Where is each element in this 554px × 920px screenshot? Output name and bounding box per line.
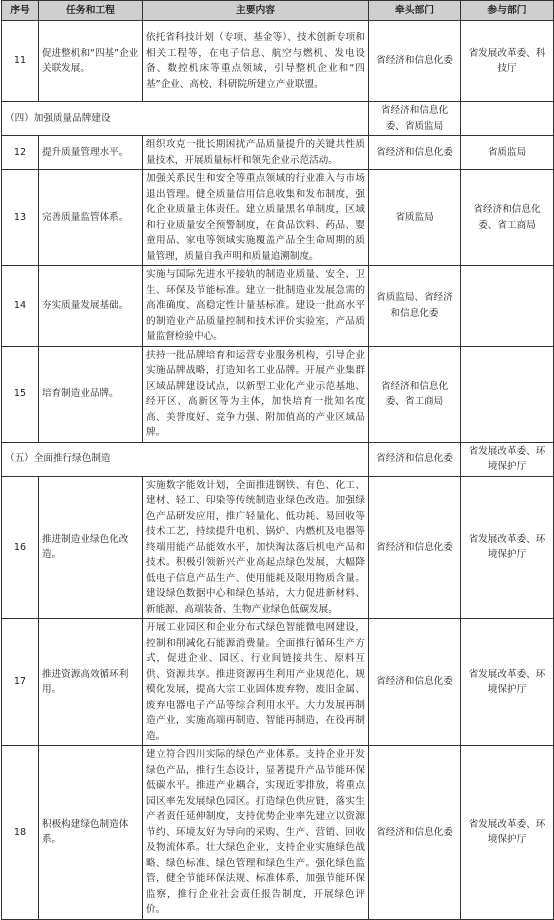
table-row	[2, 746, 554, 920]
participating-departments: 省经济和信息化委、省工商局	[461, 170, 554, 266]
task-name: 培育制造业品牌。	[39, 346, 143, 442]
task-name: 完善质量监管体系。	[39, 170, 143, 266]
participating-departments: 省发展改革委、环境保护厅	[461, 442, 554, 476]
lead-department: 省经济和信息化委	[369, 21, 461, 102]
header-task: 任务和工程	[39, 1, 143, 21]
section-row	[2, 102, 554, 136]
task-name: 推进资源高效循环利用。	[39, 619, 143, 746]
row-number: 16	[2, 476, 39, 619]
participating-departments: 省发展改革委、环境保护厅	[461, 476, 554, 619]
task-content: 开展工业园区和企业分布式绿色智能微电网建设，控制和削减化石能源消费量。全面推行循环生产方式，促进企业、园区、行业间链接共生、原料互供、资源共享。推进资源再生利用产业规范化、规模化发展，提高大宗工业固体废弃物、废旧金属、废弃电器电子产品等综合利用水平。大力发展再制造产业，实施高端再制造、智能再制造，在役再制造。	[143, 619, 369, 746]
header-row	[2, 1, 554, 21]
table-row	[2, 346, 554, 442]
row-number: 14	[2, 266, 39, 347]
table-row	[2, 21, 554, 102]
row-number: 11	[2, 21, 39, 102]
lead-department: 省经济和信息化委	[369, 619, 461, 746]
section-title: （四）加强质量品牌建设	[2, 102, 369, 136]
participating-departments	[461, 346, 554, 442]
lead-department: 省经济和信息化委	[369, 746, 461, 920]
row-number: 17	[2, 619, 39, 746]
section-title: （五）全面推行绿色制造	[2, 442, 369, 476]
table-row	[2, 476, 554, 619]
participating-departments	[461, 266, 554, 347]
header-lead: 牵头部门	[369, 1, 461, 21]
lead-department: 省经济和信息化委	[369, 136, 461, 170]
task-name: 夯实质量发展基础。	[39, 266, 143, 347]
task-name: 推进制造业绿色化改造。	[39, 476, 143, 619]
table-row	[2, 136, 554, 170]
lead-department: 省质监局、省经济和信息化委	[369, 266, 461, 347]
task-content: 扶持一批品牌培育和运营专业服务机构，引导企业实施品牌战略，打造知名工业品牌。开展产业集群区域品牌建设试点，以新型工业化产业示范基地、经开区、高新区等为主体，加快培育一批知名度高、美誉度好、竞争力强、附加值高的产业区域品牌。	[143, 346, 369, 442]
table-row	[2, 266, 554, 347]
task-content: 实施与国际先进水平接轨的制造业质量、安全、卫生、环保及节能标准。建立一批制造业发展急需的高准确度、高稳定性计量基标准。建设一批高水平的制造业产品质量控制和技术评价实验室，产品质量监督检验中心。	[143, 266, 369, 347]
table-row	[2, 170, 554, 266]
lead-department: 省经济和信息化委、省工商局	[369, 346, 461, 442]
task-content: 依托省科技计划（专项、基金等）、技术创新专项和相关工程等，在电子信息、航空与燃机、发电设备、数控机床等重点领域，引导整机企业和“四基”企业、高校、科研院所建立产业联盟。	[143, 21, 369, 102]
participating-departments	[461, 102, 554, 136]
row-number: 18	[2, 746, 39, 920]
task-content: 组织攻克一批长期困扰产品质量提升的关键共性质量技术，开展质量标杆和领先企业示范活动。	[143, 136, 369, 170]
participating-departments: 省发展改革委、环境保护厅	[461, 619, 554, 746]
lead-department: 省质监局	[369, 170, 461, 266]
lead-department: 省经济和信息化委	[369, 442, 461, 476]
task-table	[1, 0, 554, 920]
task-content: 实施数字能效计划，全面推进钢铁、有色、化工、建材、轻工、印染等传统制造业绿色改造。加强绿色产品研发应用，推广轻量化、低功耗、易回收等技术工艺，持续提升电机、锅炉、内燃机及电器等终端用能产品能效水平，加快淘汰落后机电产品和技术。积极引领新兴产业高起点绿色发展，大幅降低电子信息产品生产、使用能耗及限用物质含量。建设绿色数据中心和绿色基站，大力促进新材料、新能源、高端装备、生物产业绿色低碳发展。	[143, 476, 369, 619]
task-name: 积极构建绿色制造体系。	[39, 746, 143, 920]
section-row	[2, 442, 554, 476]
participating-departments: 省质监局	[461, 136, 554, 170]
row-number: 15	[2, 346, 39, 442]
row-number: 13	[2, 170, 39, 266]
header-content: 主要内容	[143, 1, 369, 21]
task-name: 提升质量管理水平。	[39, 136, 143, 170]
task-content: 建立符合四川实际的绿色产业体系。支持企业开发绿色产品，推行生态设计，显著提升产品节能环保低碳水平。推进产业耦合，实现近零排放，将重点园区率先发展绿色园区。打造绿色供应链，落实生产者责任延伸制度，支持优势企业率先建立以资源节约、环境友好为导向的采购、生产、营销、回收及物流体系。壮大绿色企业，支持企业实施绿色战略、绿色标准、绿色管理和绿色生产。强化绿色监管，健全节能环保法规、标准体系，加强节能环保监察，推行企业社会责任报告制度，开展绿色评价。	[143, 746, 369, 920]
table-row	[2, 619, 554, 746]
header-seq: 序号	[2, 1, 39, 21]
lead-department: 省经济和信息化委、省质监局	[369, 102, 461, 136]
task-name: 促进整机和“四基”企业关联发展。	[39, 21, 143, 102]
lead-department: 省经济和信息化委	[369, 476, 461, 619]
header-participate: 参与部门	[461, 1, 554, 21]
task-content: 加强关系民生和安全等重点领域的行业准入与市场退出管理。健全质量信用信息收集和发布制度，强化企业质量主体责任。建立质量黑名单制度，区域和行业质量安全预警制度，在食品饮料、药品、婴童用品、家电等领域实施覆盖产品全生命周期的质量管理，质量自我声明和质量追溯制度。	[143, 170, 369, 266]
participating-departments: 省发展改革委、环境保护厅	[461, 746, 554, 920]
participating-departments: 省发展改革委、科技厅	[461, 21, 554, 102]
row-number: 12	[2, 136, 39, 170]
